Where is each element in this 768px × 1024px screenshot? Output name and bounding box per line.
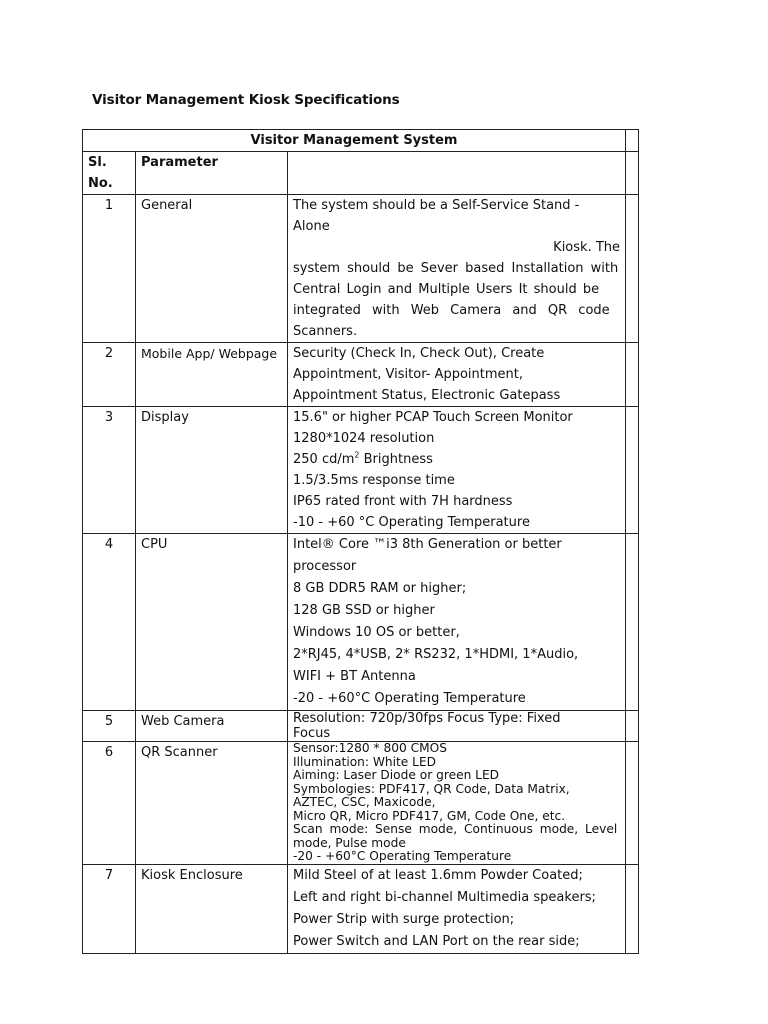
superscript: 2 — [354, 450, 360, 460]
row-sl: 7 — [83, 864, 136, 953]
desc-line: Scanners. — [293, 324, 358, 339]
desc-line: -20 - +60°C Operating Temperature — [293, 691, 526, 706]
desc-line: Resolution: 720p/30fps Focus Type: Fixed — [293, 711, 561, 726]
desc-line: Kiosk. The — [553, 240, 621, 255]
desc-line: Symbologies: PDF417, QR Code, Data Matrix, — [293, 781, 570, 796]
desc-line: mode, Pulse mode — [293, 835, 406, 850]
desc-line: Scan mode: Sense mode, Continuous mode, Level — [293, 822, 618, 836]
table-row — [83, 864, 639, 953]
desc-line: 1.5/3.5ms response time — [293, 473, 455, 488]
row-sl: 2 — [83, 343, 136, 407]
row-sl: 6 — [83, 742, 136, 865]
desc-line: Central Login and Multiple Users It should be — [293, 282, 600, 297]
desc-line: Aiming: Laser Diode or green LED — [293, 768, 500, 782]
empty-cell — [626, 534, 639, 711]
empty-cell — [626, 742, 639, 865]
desc-line: Micro QR, Micro PDF417, GM, Code One, etc. — [293, 808, 566, 823]
table-row — [83, 407, 639, 534]
brightness-label: Brightness — [359, 452, 433, 467]
row-sl: 1 — [83, 195, 136, 343]
desc-line: Appointment Status, Electronic Gatepass — [293, 388, 561, 403]
desc-line: Mild Steel of at least 1.6mm Powder Coated; — [293, 867, 583, 883]
row-param: CPU — [136, 534, 288, 711]
desc-line: processor — [293, 559, 357, 574]
spec-table — [82, 129, 639, 954]
desc-line: Windows 10 OS or better, — [293, 625, 460, 640]
desc-line: 128 GB SSD or higher — [293, 603, 435, 618]
empty-cell — [626, 195, 639, 343]
empty-cell — [626, 152, 639, 195]
row-desc — [288, 195, 626, 343]
desc-line — [293, 449, 620, 470]
table-row — [83, 742, 639, 865]
desc-line: 2*RJ45, 4*USB, 2* RS232, 1*HDMI, 1*Audio, — [293, 647, 579, 662]
desc-line: 8 GB DDR5 RAM or higher; — [293, 581, 467, 596]
document-title: Visitor Management Kiosk Specifications — [92, 92, 400, 108]
desc-line: AZTEC, CSC, Maxicode, — [293, 795, 436, 809]
row-desc — [288, 534, 626, 711]
empty-cell — [626, 711, 639, 742]
row-desc — [288, 742, 626, 865]
desc-line: Intel® Core ™i3 8th Generation or better — [293, 537, 562, 552]
table-row — [83, 195, 639, 343]
table-row — [83, 534, 639, 711]
row-desc — [288, 711, 626, 742]
row-param: Kiosk Enclosure — [136, 864, 288, 953]
row-param: Web Camera — [136, 711, 288, 742]
table-row — [83, 343, 639, 407]
empty-cell — [626, 864, 639, 953]
desc-line: -20 - +60°C Operating Temperature — [293, 849, 512, 863]
desc-line: Appointment, Visitor- Appointment, — [293, 367, 523, 382]
empty-cell — [626, 407, 639, 534]
table-row — [83, 711, 639, 742]
desc-line: 15.6" or higher PCAP Touch Screen Monitor — [293, 410, 573, 425]
desc-line: IP65 rated front with 7H hardness — [293, 494, 513, 509]
row-param: Display — [136, 407, 288, 534]
desc-line: Power Strip with surge protection; — [293, 911, 515, 927]
empty-cell — [288, 152, 626, 195]
col-sl-header: Sl. No. — [83, 152, 136, 195]
desc-line: Left and right bi-channel Multimedia speakers; — [293, 889, 596, 905]
brightness-value: 250 cd/m — [293, 452, 355, 467]
desc-line: Illumination: White LED — [293, 754, 437, 769]
col-param-header: Parameter — [136, 152, 288, 195]
row-desc — [288, 343, 626, 407]
row-sl: 4 — [83, 534, 136, 711]
row-sl: 5 — [83, 711, 136, 742]
desc-line: 1280*1024 resolution — [293, 431, 435, 446]
row-param: Mobile App/ Webpage — [136, 343, 288, 407]
system-header-row — [83, 130, 639, 152]
empty-cell — [626, 343, 639, 407]
system-header: Visitor Management System — [83, 130, 626, 152]
row-param: QR Scanner — [136, 742, 288, 865]
row-sl: 3 — [83, 407, 136, 534]
column-header-row — [83, 152, 639, 195]
desc-line: integrated with Web Camera and QR code — [293, 303, 610, 318]
row-param: General — [136, 195, 288, 343]
empty-cell — [626, 130, 639, 152]
desc-line: Sensor:1280 * 800 CMOS — [293, 741, 448, 755]
desc-line: WIFI + BT Antenna — [293, 669, 416, 684]
desc-line: system should be Sever based Installation with — [293, 261, 619, 276]
desc-line: The system should be a Self-Service Stand - Alone — [293, 198, 580, 234]
desc-line: Focus — [293, 726, 331, 741]
desc-line: -10 - +60 °C Operating Temperature — [293, 515, 530, 530]
desc-line: Power Switch and LAN Port on the rear side; — [293, 933, 580, 949]
desc-line: Security (Check In, Check Out), Create — [293, 346, 545, 361]
row-desc — [288, 407, 626, 534]
row-desc — [288, 864, 626, 953]
